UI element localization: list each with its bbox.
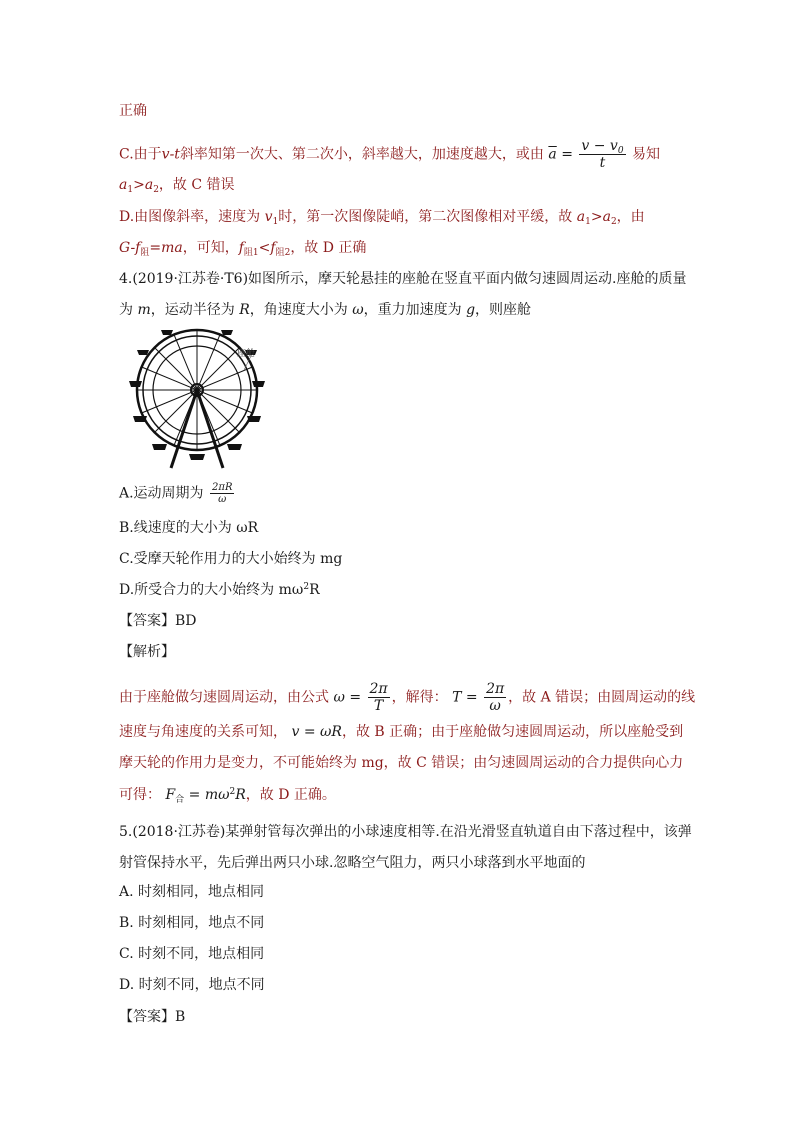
text: ，则座舱 <box>475 302 532 318</box>
text-line <box>119 101 679 121</box>
text: = mω <box>184 787 230 803</box>
text: ，故 D 正确 <box>290 240 367 256</box>
text: ，故 D 正确。 <box>245 787 336 803</box>
text: f <box>270 240 276 256</box>
text: 2 <box>229 787 236 797</box>
text: 5.(2018·江苏卷)某弹射管每次弹出的小球速度相等.在沿光滑竖直轨道自由下落过程中，该弹 <box>119 824 692 840</box>
text: 4.(2019·江苏卷·T6)如图所示，摩天轮悬挂的座舱在竖直平面内做匀速圆周运动.座舱的质量 <box>119 271 687 287</box>
text: =ma <box>149 240 183 256</box>
text: ω <box>352 302 364 318</box>
text-line <box>119 138 679 171</box>
text: ω = <box>333 689 362 706</box>
text: D. 时刻不同，地点不同 <box>119 977 265 993</box>
analysis-heading <box>119 642 679 662</box>
fraction <box>579 138 625 171</box>
text: 阻1 <box>243 248 259 258</box>
formula-average-acceleration: $\overline{a}$ = <box>548 146 573 163</box>
option-d <box>119 975 679 995</box>
text: 0 <box>617 146 624 156</box>
text-line <box>119 207 679 227</box>
text: 阻2 <box>275 248 291 258</box>
text: 速度与角速度的关系可知， <box>119 724 287 740</box>
text: ω <box>489 698 501 714</box>
text: 2 <box>303 582 310 592</box>
text: ，由 <box>616 209 645 225</box>
text: 【解析】 <box>119 644 175 660</box>
text: C.由于 <box>119 146 162 163</box>
explanation-line <box>119 722 684 742</box>
text: 摩天轮的作用力是变力，不可能始终为 mg，故 C 错误；由匀速圆周运动的合力提供向心力 <box>119 755 684 771</box>
text: v <box>264 209 273 225</box>
text: B. 时刻相同，地点不同 <box>119 915 265 931</box>
question-4-stem <box>119 269 687 289</box>
text: t <box>599 155 606 171</box>
text: a <box>602 209 611 225</box>
text: 【答案】B <box>119 1009 186 1025</box>
text: B.线速度的大小为 ωR <box>119 520 259 536</box>
text: ω <box>218 494 227 505</box>
text: 时，第一次图像陡峭，第二次图像相对平缓，故 <box>278 209 573 225</box>
text: D.所受合力的大小始终为 mω <box>119 582 304 598</box>
text: 2π <box>369 681 388 697</box>
text: G-f <box>119 240 141 256</box>
option-b <box>119 913 679 933</box>
text: 2πR <box>212 482 233 493</box>
fraction <box>484 681 506 714</box>
text: C. 时刻不同，地点相同 <box>119 946 265 962</box>
text: 2 <box>610 217 617 227</box>
question-5-stem <box>119 853 679 873</box>
option-a <box>119 882 679 902</box>
option-a <box>119 482 679 505</box>
ferris-wheel-figure <box>119 326 269 471</box>
explanation-line <box>119 753 684 773</box>
text: R <box>239 302 250 318</box>
fraction <box>210 482 234 505</box>
text: v − v <box>581 138 618 154</box>
text: A. 时刻相同，地点相同 <box>119 884 265 900</box>
text: 1 <box>272 217 279 227</box>
text: v = ωR <box>291 724 342 740</box>
text-line <box>119 175 679 195</box>
text: a <box>119 177 128 193</box>
text: R <box>309 582 320 598</box>
option-c <box>119 944 679 964</box>
text: F <box>165 787 176 803</box>
explanation-line <box>119 681 696 714</box>
answer-4 <box>119 611 679 631</box>
text: ，故 C 错误 <box>158 177 235 193</box>
text: 2π <box>486 681 505 697</box>
text: 阻 <box>140 248 150 258</box>
text: T <box>373 698 384 714</box>
text: 由于座舱做匀速圆周运动，由公式 <box>119 689 329 706</box>
text: < <box>258 240 271 256</box>
fraction <box>368 681 390 714</box>
text: ，重力加速度为 <box>363 302 462 318</box>
text: v-t <box>161 146 180 163</box>
question-4-stem <box>119 300 679 320</box>
explanation-line <box>119 785 679 805</box>
option-d <box>119 580 679 600</box>
text: > <box>590 209 603 225</box>
text: 2 <box>153 185 159 195</box>
figure-label: 座舱 <box>237 349 256 359</box>
text: 合 <box>175 795 185 805</box>
text: 【答案】BD <box>119 613 197 629</box>
text: ，故 B 正确；由于座舱做匀速圆周运动，所以座舱受到 <box>341 724 684 740</box>
text: T = <box>452 689 478 706</box>
question-5-stem <box>119 822 692 842</box>
text: ，运动半径为 <box>150 302 235 318</box>
text: f <box>238 240 244 256</box>
text: 1 <box>585 217 591 227</box>
text: 可得： <box>119 787 161 803</box>
text: 易知 <box>632 146 661 163</box>
text: 1 <box>127 185 134 195</box>
option-c <box>119 549 679 569</box>
text: 正确 <box>119 103 147 119</box>
text: ，角速度大小为 <box>249 302 348 318</box>
text: a <box>144 177 154 193</box>
text: 射管保持水平，先后弹出两只小球.忽略空气阻力，两只小球落到水平地面的 <box>119 855 586 871</box>
text: > <box>133 177 145 193</box>
text: 斜率知第一次大、第二次小，斜率越大，加速度越大，或由 <box>179 146 544 163</box>
text: 为 <box>119 302 133 318</box>
option-b <box>119 518 679 538</box>
text: ，解得： <box>391 689 448 706</box>
text: D.由图像斜率，速度为 <box>119 209 261 225</box>
text: a <box>576 209 586 225</box>
text: ，可知， <box>182 240 239 256</box>
text: A.运动周期为 <box>119 485 204 502</box>
text: ，故 A 错误；由圆周运动的线 <box>508 689 696 706</box>
text: C.受摩天轮作用力的大小始终为 mg <box>119 551 343 567</box>
text: m <box>137 302 151 318</box>
text: R <box>235 787 246 803</box>
answer-5 <box>119 1007 679 1027</box>
text: g <box>466 302 476 318</box>
text-line <box>119 238 679 258</box>
